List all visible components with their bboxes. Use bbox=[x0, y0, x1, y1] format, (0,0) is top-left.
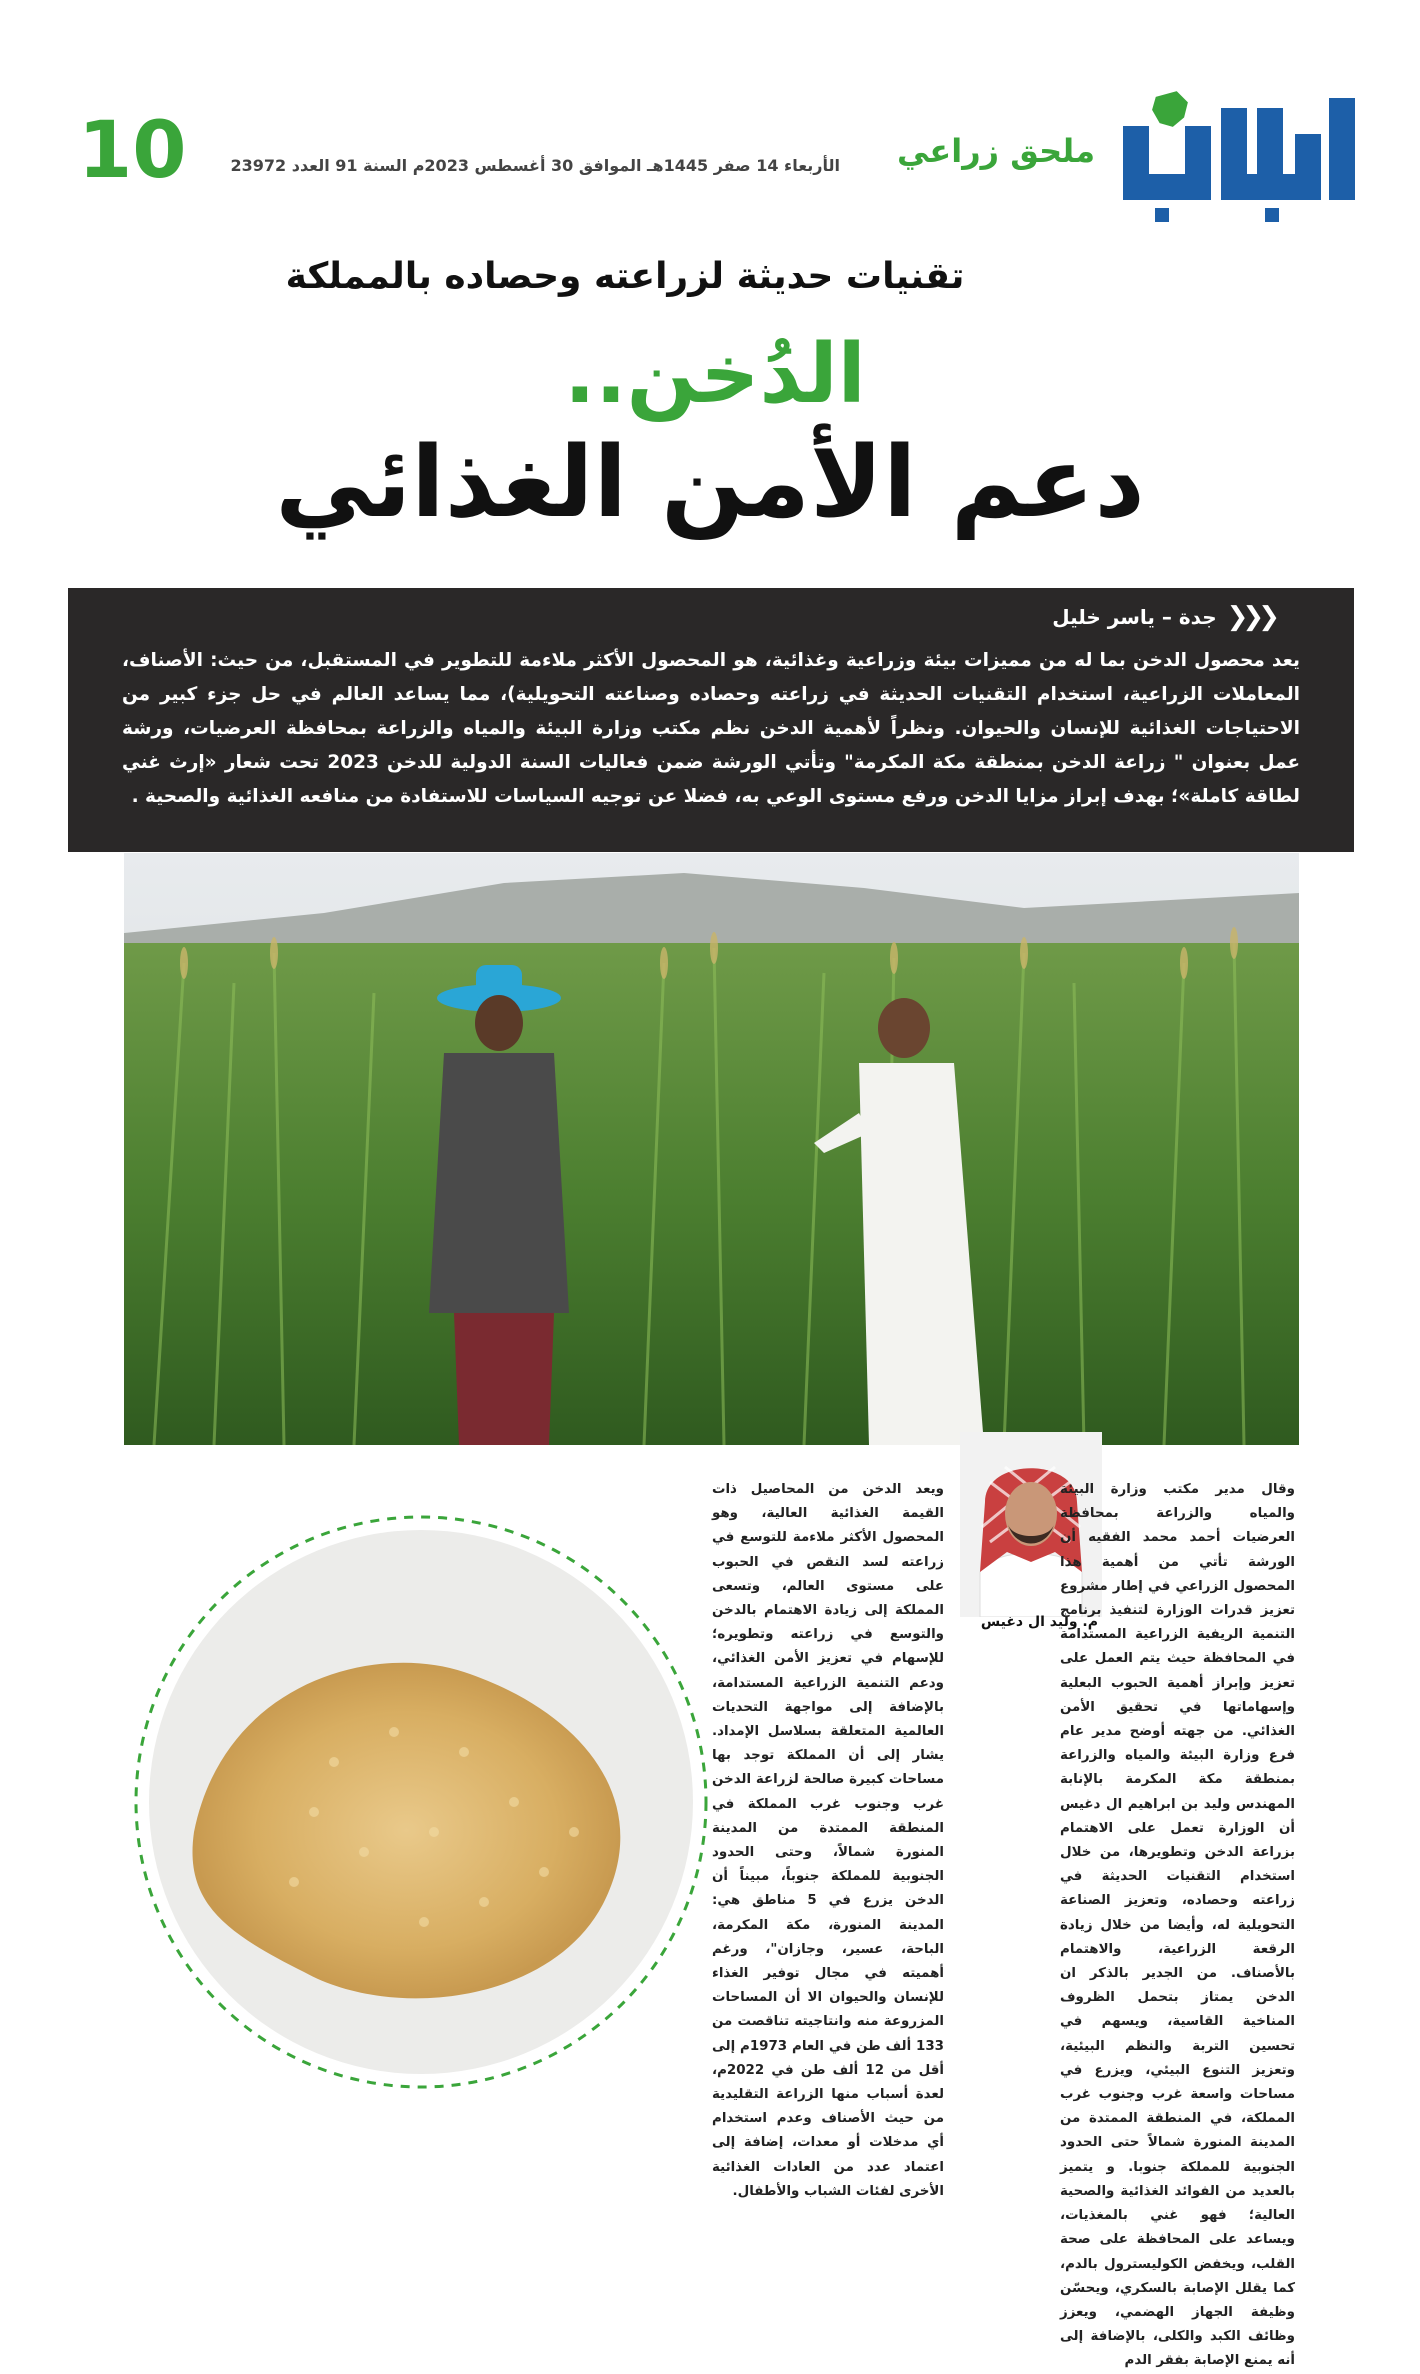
article-column-middle: ويعد الدخن من المحاصيل ذات القيمة الغذائية العالية، وهو المحصول الأكثر ملاءمة للتوسع في زراعته لسد النقص في الحبوب على مستوى العالم، وتسعى المملكة إلى زيادة الاهتمام بالدخن والتوسع في زراعته وتطويره؛ للإسهام في تعزيز الأمن الغذائي، ودعم التنمية الزراعية المستدامة، بالإضافة إلى مواجهة التحديات العالمية المتعلقة بسلاسل الإمداد. يشار إلى أن المملكة توجد بها مساحات كبيرة صالحة لزراعة الدخن غرب وجنوب غرب المملكة في المنطقة الممتدة من المدينة المنورة شمالاً، وحتى الحدود الجنوبية للمملكة جنوباً، مبيناً أن الدخن يزرع في 5 مناطق هي: المدينة المنورة، مكة المكرمة، الباحة، عسير، وجازان"، ورغم أهميته في مجال توفير الغذاء للإنسان والحيوان الا أن المساحات المزروعة منه وانتاجيته تناقصت من 133 ألف طن في العام 1973م إلى أقل من 12 ألف طن في 2022م، لعدة أسباب منها الزراعة التقليدية من حيث الأصناف وعدم استخدام أي مدخلات أو معدات، إضافة إلى اعتماد عدد من العادات الغذائية الأخرى لفئات الشباب والأطفال. bbox=[712, 1482, 944, 2199]
millet-field-photo bbox=[124, 853, 1299, 1445]
newspaper-logo bbox=[1115, 88, 1360, 228]
byline-chevrons-icon: ❮❮❮ bbox=[1226, 602, 1274, 632]
portrait-caption: م. وليد ال دغيس bbox=[980, 1614, 1098, 1630]
page-number: 10 bbox=[78, 106, 187, 196]
article-subtitle: تقنيات حديثة لزراعته وحصاده بالمملكة bbox=[285, 256, 965, 297]
article-headline: دعم الأمن الغذائي bbox=[275, 426, 1145, 540]
supplement-label: ملحق زراعي bbox=[897, 132, 1095, 170]
millet-grains-photo bbox=[134, 1502, 709, 2102]
intro-paragraph: يعد محصول الدخن بما له من مميزات بيئة وزراعية وغذائية، هو المحصول الأكثر ملاءمة للتطوير في المستقبل، من حيث: الأصناف، المعاملات الزراعية، استخدام التقنيات الحديثة في زراعته وحصاده وصناعته التحويلية)، مما يساعد العالم في حل جزء كبير من الاحتياجات الغذائية للإنسان والحيوان. ونظراً لأهمية الدخن نظم مكتب وزارة البيئة والمياه والزراعة بمحافظة العرضيات، ورشة عمل بعنوان " زراعة الدخن بمنطقة مكة المكرمة" وتأتي الورشة ضمن فعاليات السنة الدولية للدخن 2023 تحت شعار «إرث غني لطاقة كاملة»؛ بهدف إبراز مزايا الدخن ورفع مستوى الوعي به، فضلا عن توجيه السياسات للاستفادة من منافعه الغذائية والصحية . bbox=[122, 650, 1301, 807]
article-column-right: وقال مدير مكتب وزارة البيئة والمياه والزراعة بمحافظة العرضيات أحمد محمد الفقيه أن الورشة تأتي من أهمية هذا المحصول الزراعي في إطار مشروع تعزيز قدرات الوزارة لتنفيذ برنامج التنمية الريفية الزراعية المستدامة في المحافظة حيث يتم العمل على تعزيز وإبراز أهمية الحبوب البعلية وإسهاماتها في تحقيق الأمن الغذائي. من جهته أوضح مدير عام فرع وزارة البيئة والمياه والزراعة بمنطقة مكة المكرمة بالإنابة المهندس وليد بن ابراهيم ال دغيس أن الوزارة تعمل على الاهتمام بزراعة الدخن وتطويرها، من خلال استخدام التقنيات الحديثة في زراعته وحصاده، وتعزيز الصناعة التحويلية له، وأيضا من خلال زيادة الرقعة الزراعية، والاهتمام بالأصناف. من الجدير بالذكر ان الدخن يمتاز بتحمل الظروف المناخية القاسية، ويسهم في تحسين التربة والنظم البيئية، وتعزيز التنوع البيئي، ويزرع في مساحات واسعة غرب وجنوب غرب المملكة، في المنطقة الممتدة من المدينة المنورة شمالاً حتى الحدود الجنوبية للمملكة جنوبا. و يتميز بالعديد من الفوائد الغذائية والصحية العالية؛ فهو غني بالمغذيات، ويساعد على المحافظة على صحة القلب، ويخفض الكوليسترول بالدم، كما يقلل الإصابة بالسكري، ويحسّن وظيفة الجهاز الهضمي، ويعزز وظائف الكبد والكلى، بالإضافة إلى أنه يمنع الإصابة بفقر الدم bbox=[1060, 1482, 1295, 2369]
byline-text: جدة – ياسر خليل bbox=[1052, 605, 1217, 629]
intro-box bbox=[68, 588, 1354, 852]
byline bbox=[1052, 602, 1274, 632]
article-headline-keyword: الدُخن.. bbox=[564, 327, 866, 422]
issue-date-line: الأربعاء 14 صفر 1445هـ الموافق 30 أغسطس 2023م السنة 91 العدد 23972 bbox=[230, 156, 840, 175]
